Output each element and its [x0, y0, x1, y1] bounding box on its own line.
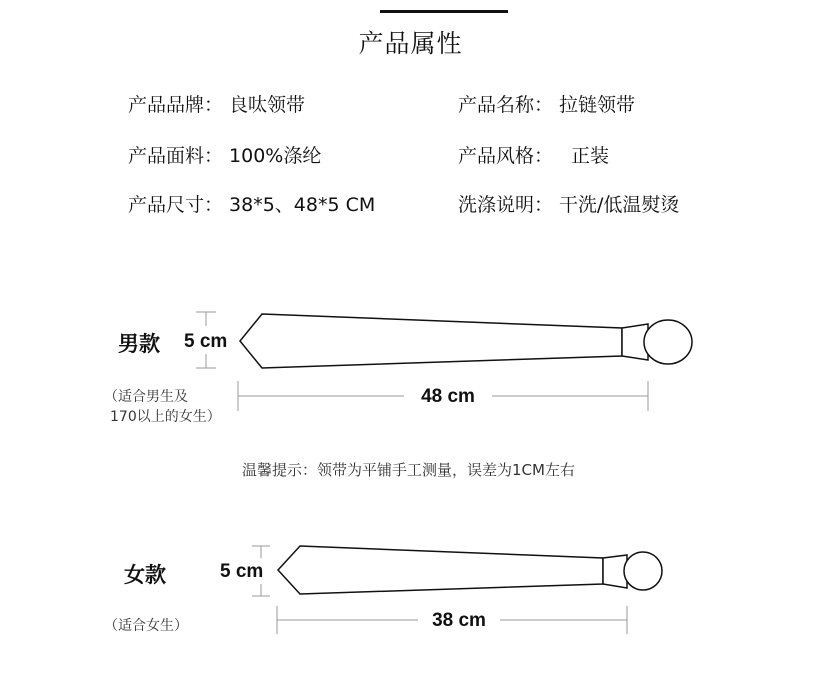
- women-width-label: 5 cm: [220, 561, 264, 582]
- page-title: 产品属性: [358, 29, 463, 58]
- attr-style-label: 产品风格：: [458, 145, 554, 167]
- women-length-label: 38 cm: [432, 610, 486, 631]
- men-tie-drawing: [240, 314, 692, 368]
- attr-size-label: 产品尺寸：: [128, 194, 224, 216]
- attr-fabric-label: 产品面料：: [128, 145, 224, 167]
- men-note-line1: （适合男生及: [104, 389, 188, 405]
- men-note-line2: 170以上的女生）: [110, 409, 221, 425]
- attr-wash-value: 干洗/低温熨烫: [559, 194, 680, 216]
- women-note: （适合女生）: [104, 618, 188, 634]
- attr-style-value: 正装: [571, 145, 610, 167]
- men-length-label: 48 cm: [421, 386, 475, 407]
- attr-fabric-value: 100%涤纶: [229, 145, 322, 167]
- attr-size-value: 38*5、48*5 CM: [229, 194, 376, 216]
- women-tie-drawing: [278, 546, 662, 594]
- attr-name-label: 产品名称：: [458, 94, 554, 116]
- attr-brand-label: 产品品牌：: [128, 94, 224, 116]
- women-tie-knot: [624, 552, 662, 590]
- women-label: 女款: [124, 563, 166, 587]
- men-width-label: 5 cm: [184, 331, 228, 352]
- measurement-tip: 温馨提示：领带为平铺手工测量，误差为1CM左右: [242, 461, 575, 479]
- women-tie-blade: [278, 546, 603, 594]
- attr-name-value: 拉链领带: [559, 94, 636, 116]
- men-tie-knot: [644, 320, 692, 364]
- attr-wash-label: 洗涤说明：: [458, 194, 554, 216]
- men-tie-blade: [240, 314, 622, 368]
- attr-brand-value: 良呔领带: [229, 94, 306, 116]
- men-label: 男款: [118, 332, 160, 356]
